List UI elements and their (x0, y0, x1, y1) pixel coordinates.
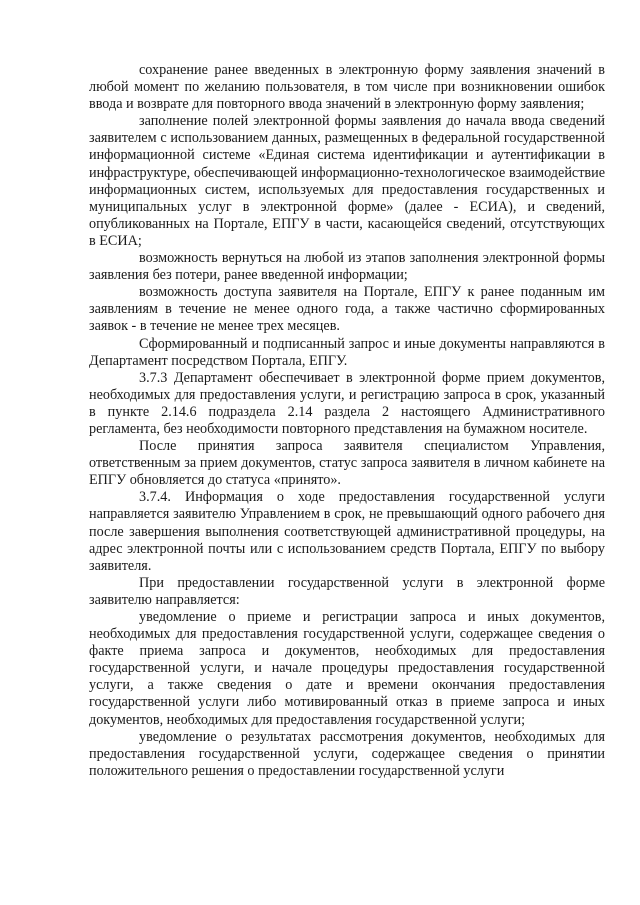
paragraph-8: 3.7.4. Информация о ходе предоставления государственной услуги направляется заявителю Управлением в срок, не превышающий одного рабочего дня после завершения выполнения соответствующей административной процедуры, на адрес электронной почты или с использованием средств Портала, ЕПГУ по выбору заявителя. (89, 489, 605, 574)
paragraph-11: уведомление о результатах рассмотрения документов, необходимых для предоставления государственной услуги, содержащее сведения о принятии положительного решения о предоставлении государственной услуги (89, 728, 605, 779)
paragraph-10: уведомление о приеме и регистрации запроса и иных документов, необходимых для предоставления государственной услуги, содержащее сведения о факте приема запроса и документов, необходимых для предоставления государственной услуги, и начале процедуры предоставления государственной услуги, а также сведения о дате и времени окончания предоставления государственной услуги либо мотивированный отказ в приеме запроса и иных документов, необходимых для предоставления государственной услуги; (89, 609, 605, 728)
paragraph-7: После принятия запроса заявителя специалистом Управления, ответственным за прием документов, статус запроса заявителя в личном кабинете на ЕПГУ обновляется до статуса «принято». (89, 438, 605, 489)
paragraph-2: заполнение полей электронной формы заявления до начала ввода сведений заявителем с использованием данных, размещенных в федеральной государственной информационной системе «Единая система идентификации и аутентификации в инфраструктуре, обеспечивающей информационно-технологическое взаимодействие информационных систем, используемых для предоставления государственных и муниципальных услуг в электронной форме» (далее - ЕСИА), и сведений, опубликованных на Портале, ЕПГУ в части, касающейся сведений, отсутствующих в ЕСИА; (89, 113, 605, 249)
paragraph-5: Сформированный и подписанный запрос и иные документы направляются в Департамент посредством Портала, ЕПГУ. (89, 335, 605, 369)
paragraph-9: При предоставлении государственной услуги в электронной форме заявителю направляется: (89, 574, 605, 608)
paragraph-3: возможность вернуться на любой из этапов заполнения электронной формы заявления без потери, ранее введенной информации; (89, 250, 605, 284)
paragraph-1: сохранение ранее введенных в электронную форму заявления значений в любой момент по желанию пользователя, в том числе при возникновении ошибок ввода и возврате для повторного ввода значений в электронную форму заявления; (89, 62, 605, 113)
paragraph-4: возможность доступа заявителя на Портале, ЕПГУ к ранее поданным им заявлениям в течение не менее одного года, а также частично сформированных заявок - в течение не менее трех месяцев. (89, 284, 605, 335)
paragraph-6: 3.7.3 Департамент обеспечивает в электронной форме прием документов, необходимых для предоставления услуги, и регистрацию запроса в срок, указанный в пункте 2.14.6 подраздела 2.14 раздела 2 настоящего Административного регламента, без необходимости повторного представления на бумажном носителе. (89, 369, 605, 437)
document-page (89, 62, 605, 780)
